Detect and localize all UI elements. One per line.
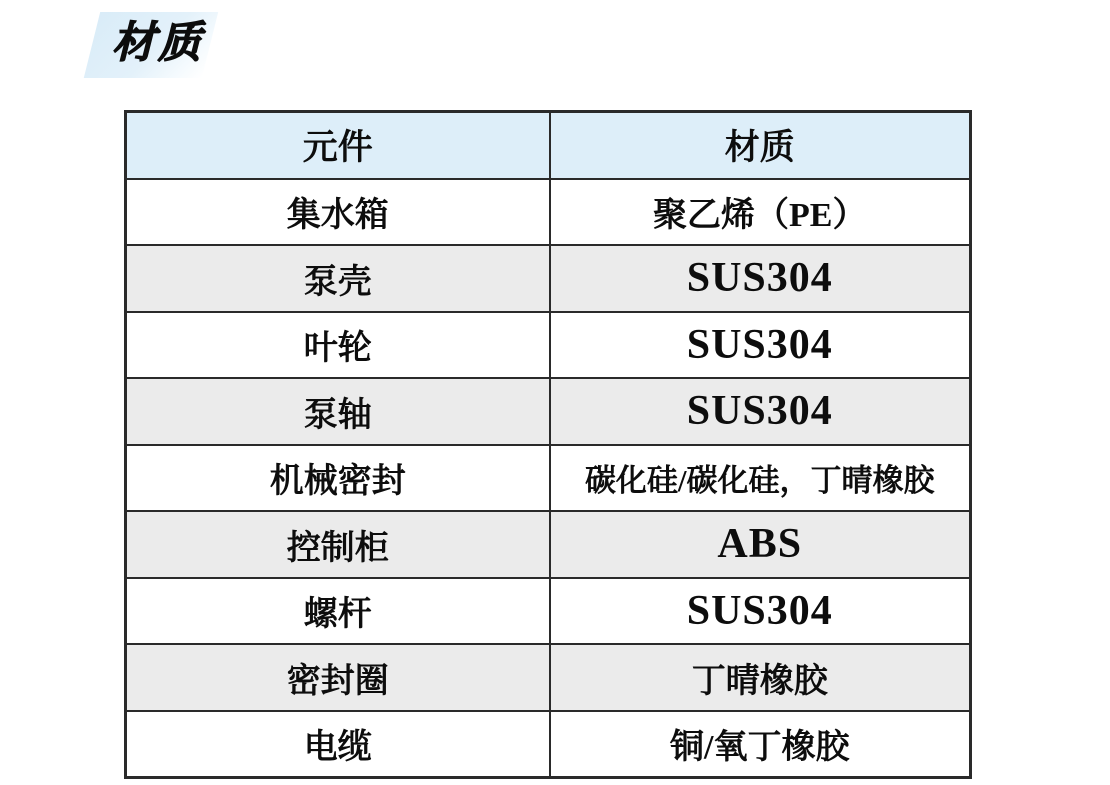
material-cell: 铜/氧丁橡胶 — [550, 711, 971, 778]
table-header-row — [126, 112, 971, 179]
table-row — [126, 378, 971, 445]
materials-table — [124, 110, 972, 779]
component-cell: 机械密封 — [126, 445, 550, 512]
material-cell: SUS304 — [550, 378, 971, 445]
component-cell: 泵轴 — [126, 378, 550, 445]
table-body — [126, 179, 971, 778]
material-cell: ABS — [550, 511, 971, 578]
component-cell: 电缆 — [126, 711, 550, 778]
component-cell: 泵壳 — [126, 245, 550, 312]
material-cell: 聚乙烯（PE） — [550, 179, 971, 246]
column-header-component: 元件 — [126, 112, 550, 179]
table-row — [126, 711, 971, 778]
material-cell: SUS304 — [550, 578, 971, 645]
column-header-material: 材质 — [550, 112, 971, 179]
material-cell: SUS304 — [550, 245, 971, 312]
material-cell: 丁晴橡胶 — [550, 644, 971, 711]
table-row — [126, 312, 971, 379]
table-row — [126, 511, 971, 578]
component-cell: 集水箱 — [126, 179, 550, 246]
page-title: 材质 — [112, 19, 204, 67]
table-row — [126, 179, 971, 246]
table-row — [126, 445, 971, 512]
table-row — [126, 578, 971, 645]
table-header — [126, 112, 971, 179]
component-cell: 控制柜 — [126, 511, 550, 578]
component-cell: 螺杆 — [126, 578, 550, 645]
material-cell: 碳化硅/碳化硅，丁晴橡胶 — [550, 445, 971, 512]
component-cell: 密封圈 — [126, 644, 550, 711]
table-row — [126, 245, 971, 312]
material-cell: SUS304 — [550, 312, 971, 379]
table-row — [126, 644, 971, 711]
component-cell: 叶轮 — [126, 312, 550, 379]
page-title-block — [86, 8, 346, 88]
